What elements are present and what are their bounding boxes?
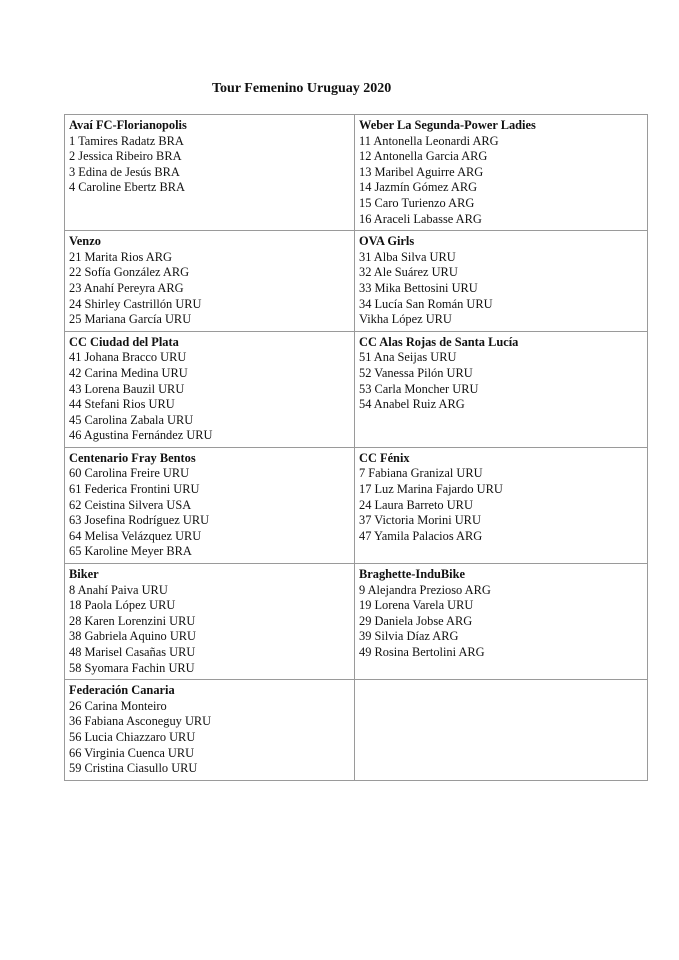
team-cell [65,680,355,781]
table-row [65,680,648,781]
rider-entry: 59 Cristina Ciasullo URU [69,761,198,776]
rider-list [359,466,643,544]
rider-entry: 17 Luz Marina Fajardo URU [359,482,503,497]
team-cell [355,680,648,781]
team-name: Centenario Fray Bentos [69,450,196,465]
table-row [65,331,648,447]
team-name: Avaí FC-Florianopolis [69,118,187,132]
rider-entry: 62 Ceistina Silvera USA [69,497,192,512]
rider-entry: 52 Vanessa Pilón URU [359,365,473,380]
rider-entry: 13 Maribel Aguirre ARG [359,164,484,179]
rider-entry: 63 Josefina Rodríguez URU [69,513,210,528]
team-name: Venzo [69,234,101,249]
rider-entry: 36 Fabiana Asconeguy URU [69,714,212,729]
rider-entry: 56 Lucia Chiazzaro URU [69,729,196,744]
team-cell [355,331,648,447]
rider-entry: 8 Anahí Paiva URU [69,582,168,597]
rider-entry: 7 Fabiana Granizal URU [359,466,483,481]
rider-entry: 12 Antonella Garcia ARG [359,149,488,164]
team-cell [355,231,648,332]
team-cell [65,231,355,332]
rider-entry: 1 Tamires Radatz BRA [69,133,184,148]
rider-entry: 26 Carina Monteiro [69,698,167,713]
rider-entry: 46 Agustina Fernández URU [69,428,213,443]
rider-list [69,466,350,560]
rider-entry: 51 Ana Seijas URU [359,350,457,365]
rider-entry: 45 Carolina Zabala URU [69,412,194,427]
team-cell [355,564,648,680]
team-cell [65,564,355,680]
rider-entry: 58 Syomara Fachin URU [69,660,195,675]
rider-entry: 37 Victoria Morini URU [359,513,481,528]
rider-entry: 60 Carolina Freire URU [69,466,190,481]
rider-entry: 32 Ale Suárez URU [359,265,458,280]
rider-entry: 64 Melisa Velázquez URU [69,528,202,543]
team-name: CC Ciudad del Plata [69,334,179,349]
teams-table [64,114,648,781]
rider-entry: 3 Edina de Jesús BRA [69,164,180,179]
rider-entry: 66 Virginia Cuenca URU [69,745,195,760]
table-row [65,447,648,563]
rider-entry: 49 Rosina Bertolini ARG [359,645,485,659]
rider-entry: 54 Anabel Ruiz ARG [359,397,465,412]
rider-list [69,699,350,777]
teams-table-body [65,115,648,781]
table-row [65,564,648,680]
rider-entry: 53 Carla Moncher URU [359,381,479,396]
team-cell [355,447,648,563]
rider-entry: 23 Anahí Pereyra ARG [69,280,184,295]
rider-entry: 19 Lorena Varela URU [359,598,474,613]
rider-entry: 15 Caro Turienzo ARG [359,195,475,210]
rider-entry: 42 Carina Medina URU [69,365,188,380]
rider-entry: 41 Johana Bracco URU [69,350,187,365]
rider-entry: 38 Gabriela Aquino URU [69,629,196,644]
rider-entry: 16 Araceli Labasse ARG [359,211,482,226]
team-cell [65,447,355,563]
rider-entry: 9 Alejandra Prezioso ARG [359,582,491,597]
team-name: CC Alas Rojas de Santa Lucía [359,334,519,349]
rider-list [359,350,643,412]
rider-entry: 22 Sofía González ARG [69,265,190,280]
rider-entry: 21 Marita Rios ARG [69,249,172,264]
rider-entry: 4 Caroline Ebertz BRA [69,180,185,195]
rider-entry: Vikha López URU [359,312,452,327]
rider-entry: 47 Yamila Palacios ARG [359,528,483,543]
rider-entry: 61 Federica Frontini URU [69,482,200,497]
rider-list [69,134,350,196]
rider-entry: 2 Jessica Ribeiro BRA [69,149,182,164]
team-cell [65,115,355,231]
rider-entry: 29 Daniela Jobse ARG [359,613,473,628]
rider-entry: 25 Mariana García URU [69,312,192,327]
team-name: Weber La Segunda-Power Ladies [359,118,536,132]
rider-entry: 24 Shirley Castrillón URU [69,296,202,311]
rider-entry: 39 Silvia Díaz ARG [359,629,459,644]
team-name: CC Fénix [359,450,410,465]
team-cell [355,115,648,231]
rider-list [69,583,350,677]
rider-entry: 14 Jazmín Gómez ARG [359,180,478,195]
rider-entry: 28 Karen Lorenzini URU [69,613,196,628]
document-title: Tour Femenino Uruguay 2020 [212,81,392,96]
rider-entry: 24 Laura Barreto URU [359,497,473,512]
rider-entry: 31 Alba Silva URU [359,249,456,264]
rider-entry: 34 Lucía San Román URU [359,296,493,311]
rider-entry: 44 Stefani Rios URU [69,397,175,412]
team-name: OVA Girls [359,234,415,249]
team-cell [65,331,355,447]
rider-list [359,583,643,661]
rider-list [359,134,643,228]
rider-entry: 33 Mika Bettosini URU [359,280,478,295]
rider-entry: 43 Lorena Bauzil URU [69,381,185,396]
rider-list [69,250,350,328]
team-name: Biker [69,567,99,582]
team-name: Braghette-InduBike [359,567,466,582]
rider-entry: 48 Marisel Casañas URU [69,645,196,659]
table-row [65,115,648,231]
team-name: Federación Canaria [69,683,175,698]
rider-list [69,350,350,444]
rider-entry: 11 Antonella Leonardi ARG [359,133,499,148]
table-row [65,231,648,332]
rider-entry: 18 Paola López URU [69,598,176,613]
rider-entry: 65 Karoline Meyer BRA [69,544,192,559]
rider-list [359,250,643,328]
